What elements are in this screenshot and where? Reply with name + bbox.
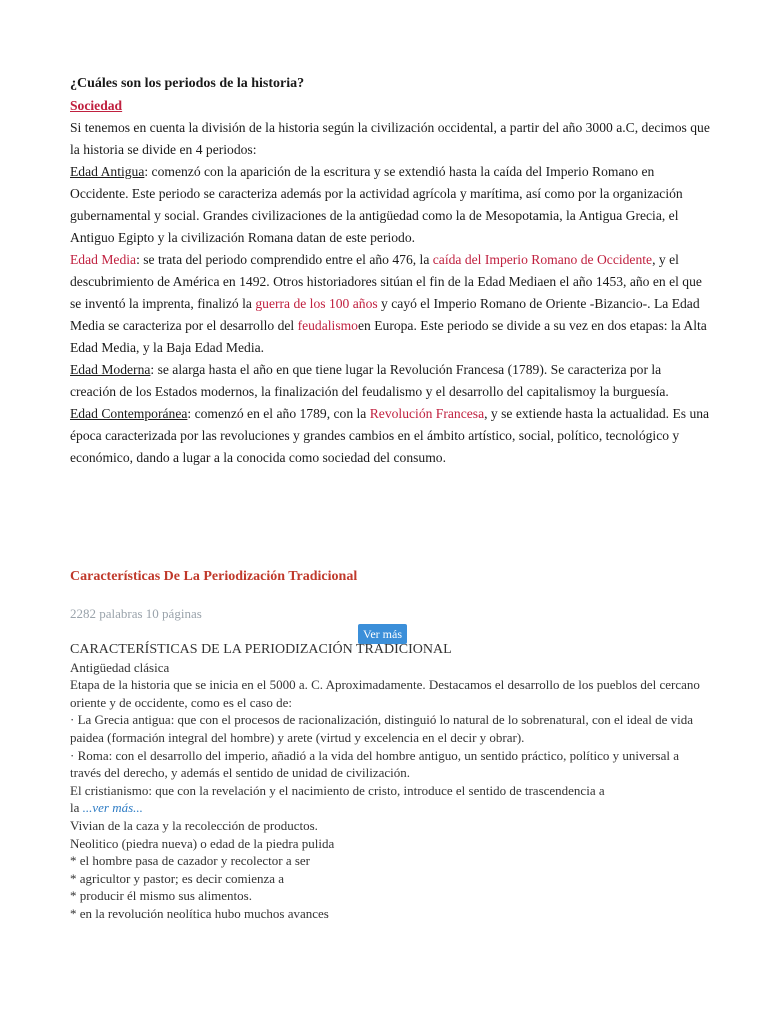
preview-line: * el hombre pasa de cazador y recolector a ser (70, 853, 311, 869)
preview-line: Antigüedad clásica (70, 659, 170, 675)
term-edad-moderna: Edad Moderna (70, 362, 151, 377)
text-edad-media-2: , y el descubrimiento de América en 1492. Otros historiadores sitúan el fin de la Edad Mediaen el año 1453, año en el que se inventó la imprenta, finalizó la (70, 252, 702, 311)
text-edad-antigua: : comenzó con la aparición de la escritura y se extendió hasta la caída del Imperio Romano en Occidente. Este periodo se caracteriza además por la actividad agrícola y marítima, así como por la organización gubernamental y social. Grandes civilizaciones de la antigüedad como la de Mesopotamia, la Antigua Grecia, el Antiguo Egipto y la civilización Romana datan de este periodo. (70, 164, 683, 245)
preview-line: · Roma: con el desarrollo del imperio, añadió a la vida del hombre antiguo, un sentido práctico, político y universal a través del derecho, y además el sentido de unidad de civilización. (70, 747, 680, 781)
link-feudalismo[interactable]: feudalismo (297, 318, 358, 333)
paragraph-edad-media (70, 249, 710, 359)
text-edad-media-4: en Europa. Este periodo se divide a su vez en dos etapas: la Alta Edad Media, y la Baja Edad Media. (70, 318, 707, 355)
preview-line: Neolitico (piedra nueva) o edad de la piedra pulida (70, 835, 335, 851)
link-revolucion-francesa[interactable]: Revolución Francesa (369, 406, 485, 421)
preview-line: * en la revolución neolítica hubo muchos avances (70, 905, 329, 921)
text-edad-contemporanea-1: : comenzó en el año 1789, con la (187, 406, 370, 421)
preview-line: · La Grecia antigua: que con el procesos de racionalización, distinguió lo natural de lo sobrenatural, con el ideal de vida paidea (formación integral del hombre) y arete (virtud y excelencia en el decir y obrar). (70, 712, 694, 745)
link-edad-media[interactable]: Edad Media (70, 252, 137, 267)
link-guerra-100-anos[interactable]: guerra de los 100 años (255, 296, 378, 311)
page-title: ¿Cuáles son los periodos de la historia? (70, 76, 305, 91)
section-link-sociedad[interactable]: Sociedad (70, 98, 123, 113)
preview-line: * producir él mismo sus alimentos. (70, 888, 252, 904)
truncated-text: la (70, 800, 83, 816)
text-edad-moderna: : se alarga hasta el año en que tiene lugar la Revolución Francesa (1789). Se caracteriza por la creación de los Estados modernos, la finalización del feudalismo y el desarrollo del capitalismoy la burguesía. (70, 362, 669, 399)
ver-mas-button[interactable]: Ver más (358, 624, 407, 644)
paragraph-edad-moderna (70, 359, 710, 403)
preview-heading: CARACTERÍSTICAS DE LA PERIODIZACIÓN TRADICIONAL (70, 642, 452, 657)
document-meta: 2282 palabras 10 páginas (70, 606, 202, 621)
text-edad-media-1: : se trata del periodo comprendido entre el año 476, la (136, 252, 433, 267)
preview-line: Etapa de la historia que se inicia en el 5000 a. C. Aproximadamente. Destacamos el desarrollo de los pueblos del cercano oriente y de occidente, como es el caso de: (70, 677, 700, 710)
preview-line: * agricultor y pastor; es decir comienza a (70, 870, 285, 886)
text-edad-media-3: y cayó el Imperio Romano de Oriente -Bizancio-. La Edad Media se caracteriza por el desarrollo del (70, 296, 700, 333)
document-preview (70, 641, 710, 923)
preview-line-truncated (70, 799, 710, 817)
paragraph-edad-contemporanea (70, 403, 710, 469)
ver-mas-link[interactable]: ...ver más... (82, 800, 143, 816)
term-edad-contemporanea: Edad Contemporánea (70, 406, 188, 421)
text-edad-contemporanea-2: , y se extiende hasta la actualidad. Es una época caracterizada por las revoluciones y grandes cambios en el ámbito artístico, social, político, tecnológico y económico, dando a lugar a la conocida como sociedad del consumo. (70, 406, 710, 465)
link-caida-imperio[interactable]: caída del Imperio Romano de Occidente (432, 252, 653, 267)
related-document-title[interactable]: Características De La Periodización Tradicional (70, 569, 358, 584)
essay-body (70, 73, 710, 469)
intro-paragraph: Si tenemos en cuenta la división de la historia según la civilización occidental, a partir del año 3000 a.C, decimos que la historia se divide en 4 periodos: (70, 120, 710, 157)
term-edad-antigua: Edad Antigua (70, 164, 145, 179)
preview-line: Vivian de la caza y la recolección de productos. (70, 817, 318, 833)
preview-line: El cristianismo: que con la revelación y el nacimiento de cristo, introduce el sentido de trascendencia a (70, 782, 605, 798)
paragraph-edad-antigua (70, 161, 710, 249)
